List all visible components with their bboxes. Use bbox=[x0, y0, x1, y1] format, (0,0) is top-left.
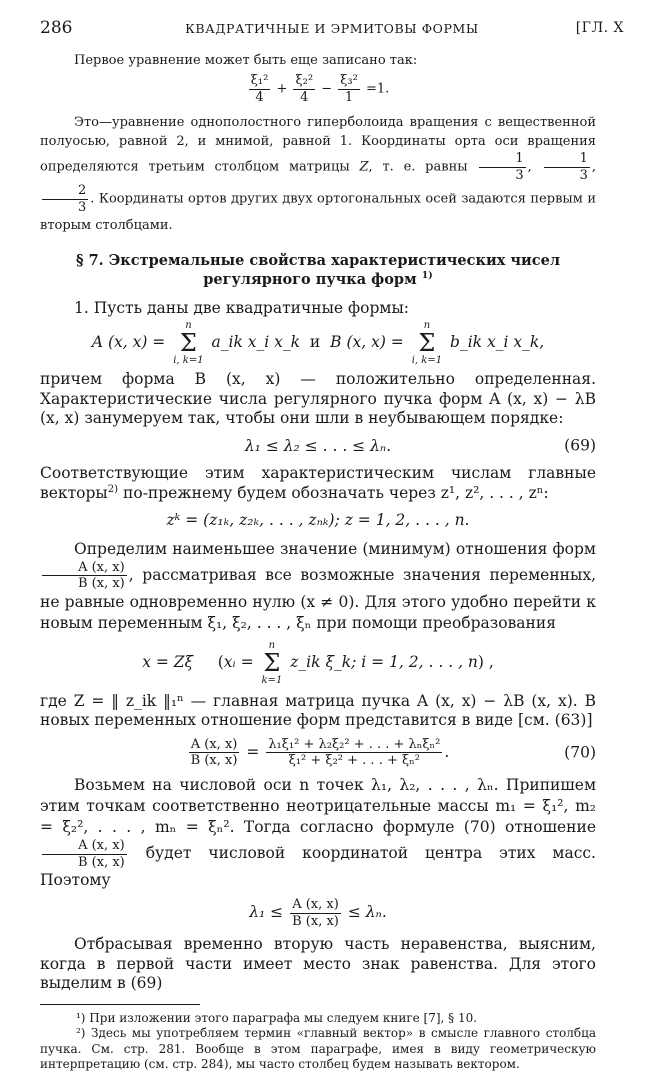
running-title: КВАДРАТИЧНЫЕ И ЭРМИТОВЫ ФОРМЫ bbox=[185, 21, 479, 36]
paragraph-intro: Первое уравнение может быть еще записано так: bbox=[74, 53, 418, 68]
section-heading bbox=[40, 251, 596, 289]
section-title-line2: регулярного пучка форм $^{1)}$ bbox=[203, 269, 433, 288]
paragraph-minimum: Определим наименьшее значение (минимум) отношения форм $\frac{A (x, x)}{B (x, x)}$ , рассматривая все возможные значения переменных, не равные одновременно нулю (x ≠ 0). Для этого удобно перейти к новым переменным ξ₁, ξ₂, . . . , ξₙ при помощи преобразования bbox=[40, 539, 596, 632]
equation-z-vectors: zᵏ = (z₁ₖ, z₂ₖ, . . . , zₙₖ); z = 1, 2, . . . , n. bbox=[166, 511, 470, 530]
equation-69: λ₁ ≤ λ₂ ≤ . . . ≤ λₙ. (69) bbox=[244, 436, 596, 455]
fraction: $\frac{\text{ξ₂²}}{4}$ bbox=[295, 73, 314, 105]
equation-quadratic-forms: A (x, x) = n Σ i, k=1 a_ik x_i x_k и B (x, x) = n Σ i, k=1 b_ik x_i x_k, bbox=[91, 320, 545, 367]
equation-number: (70) bbox=[564, 743, 596, 762]
page-body bbox=[40, 52, 596, 1073]
paragraph-pencil: причем форма B (x, x) — положительно определенная. Характеристические числа регулярного пучка форм A (x, x) − λB (x, x) занумеруем так, чтобы они шли в неубывающем порядке: bbox=[40, 370, 596, 428]
sum-symbol: n Σ k=1 bbox=[261, 639, 283, 686]
item-1: 1. Пусть даны две квадратичные формы: bbox=[74, 298, 410, 317]
footnote-1: ¹) При изложении этого параграфа мы следуем книге [7], § 10. bbox=[76, 1010, 478, 1025]
page-number: 286 bbox=[40, 18, 73, 38]
equation-number: (69) bbox=[564, 436, 596, 455]
paragraph-equality: Отбрасывая временно вторую часть неравенства, выясним, когда в первой части имеет место знак равенства. Для этого выделим в (69) bbox=[40, 935, 596, 993]
paragraph-principal-vectors: Соответствующие этим характеристическим числам главные векторы$^{2)}$ по-прежнему будем обозначать через z¹, z², . . . , zⁿ: bbox=[40, 464, 596, 502]
fraction: $\frac{\text{ξ₁²}}{4}$ bbox=[250, 73, 269, 105]
equation-hyperboloid: $\frac{\text{ξ₁²}}{4}$ + $\frac{\text{ξ₂²}}{4}$ − $\frac{\text{ξ₃²}}{1}$ =1. bbox=[250, 73, 390, 105]
sum-symbol: n Σ i, k=1 bbox=[173, 320, 204, 367]
page-header bbox=[40, 18, 624, 40]
paragraph-masses: Возьмем на числовой оси n точек λ₁, λ₂, . . . , λₙ. Припишем этим точкам соответственно неотрицательные массы m₁ = ξ₁², m₂ = ξ₂², . . . , mₙ = ξₙ². Тогда согласно формуле (70) отношение $\frac{A (x, x)}{B (x, x)}$ будет числовой координатой центра этих масс. Поэтому bbox=[40, 775, 596, 890]
fraction: $\frac{\text{ξ₃²}}{1}$ bbox=[340, 73, 358, 105]
section-title-line1: § 7. Экстремальные свойства характеристических чисел bbox=[75, 251, 561, 269]
equation-bounds: λ₁ ≤ $\frac{A (x, x)}{B (x, x)}$ ≤ λₙ. bbox=[249, 897, 387, 929]
paragraph-main-matrix: где Z = ‖ z_ik ‖₁ⁿ — главная матрица пучка A (x, x) − λB (x, x). В новых переменных отношение форм представится в виде [см. (63)] bbox=[40, 691, 596, 730]
equation-transform: x = Zξ (xᵢ = n Σ k=1 z_ik ξ_k; i = 1, 2, . . . , n) , bbox=[142, 639, 494, 686]
paragraph-hyperboloid: Это—уравнение однополостного гиперболоида вращения с вещественной полуосью, равной 2, и мнимой, равной 1. Координаты орта оси вращения определяются третьим столбцом матрицы Z, т. е. равны $\frac{1}{3}$ , $\frac{1}{3}$ , $\frac{2}{3}$ . Координаты ортов других двух ортогональных осей задаются первым и вторым столбцами. bbox=[40, 115, 597, 233]
footnote-separator bbox=[40, 1004, 596, 1005]
chapter-label: [ГЛ. X bbox=[575, 20, 624, 36]
sum-symbol: n Σ i, k=1 bbox=[411, 320, 443, 367]
footnote-2: ²) Здесь мы употребляем термин «главный вектор» в смысле главного столбца пучка. См. стр. 281. Вообще в этом параграфе, имея в виду геометрическую интерпретацию (см. стр. 284), мы часто столбец будем называть вектором. bbox=[40, 1026, 596, 1072]
equation-70: $\frac{A (x, x)}{B (x, x)}$ = $\frac{\text{λ₁ξ₁² + λ₂ξ₂² + . . . + λₙξₙ²}}{\text{ξ₁² + ξ₂² + . . . + ξₙ²}}$ . (70) bbox=[190, 736, 596, 769]
